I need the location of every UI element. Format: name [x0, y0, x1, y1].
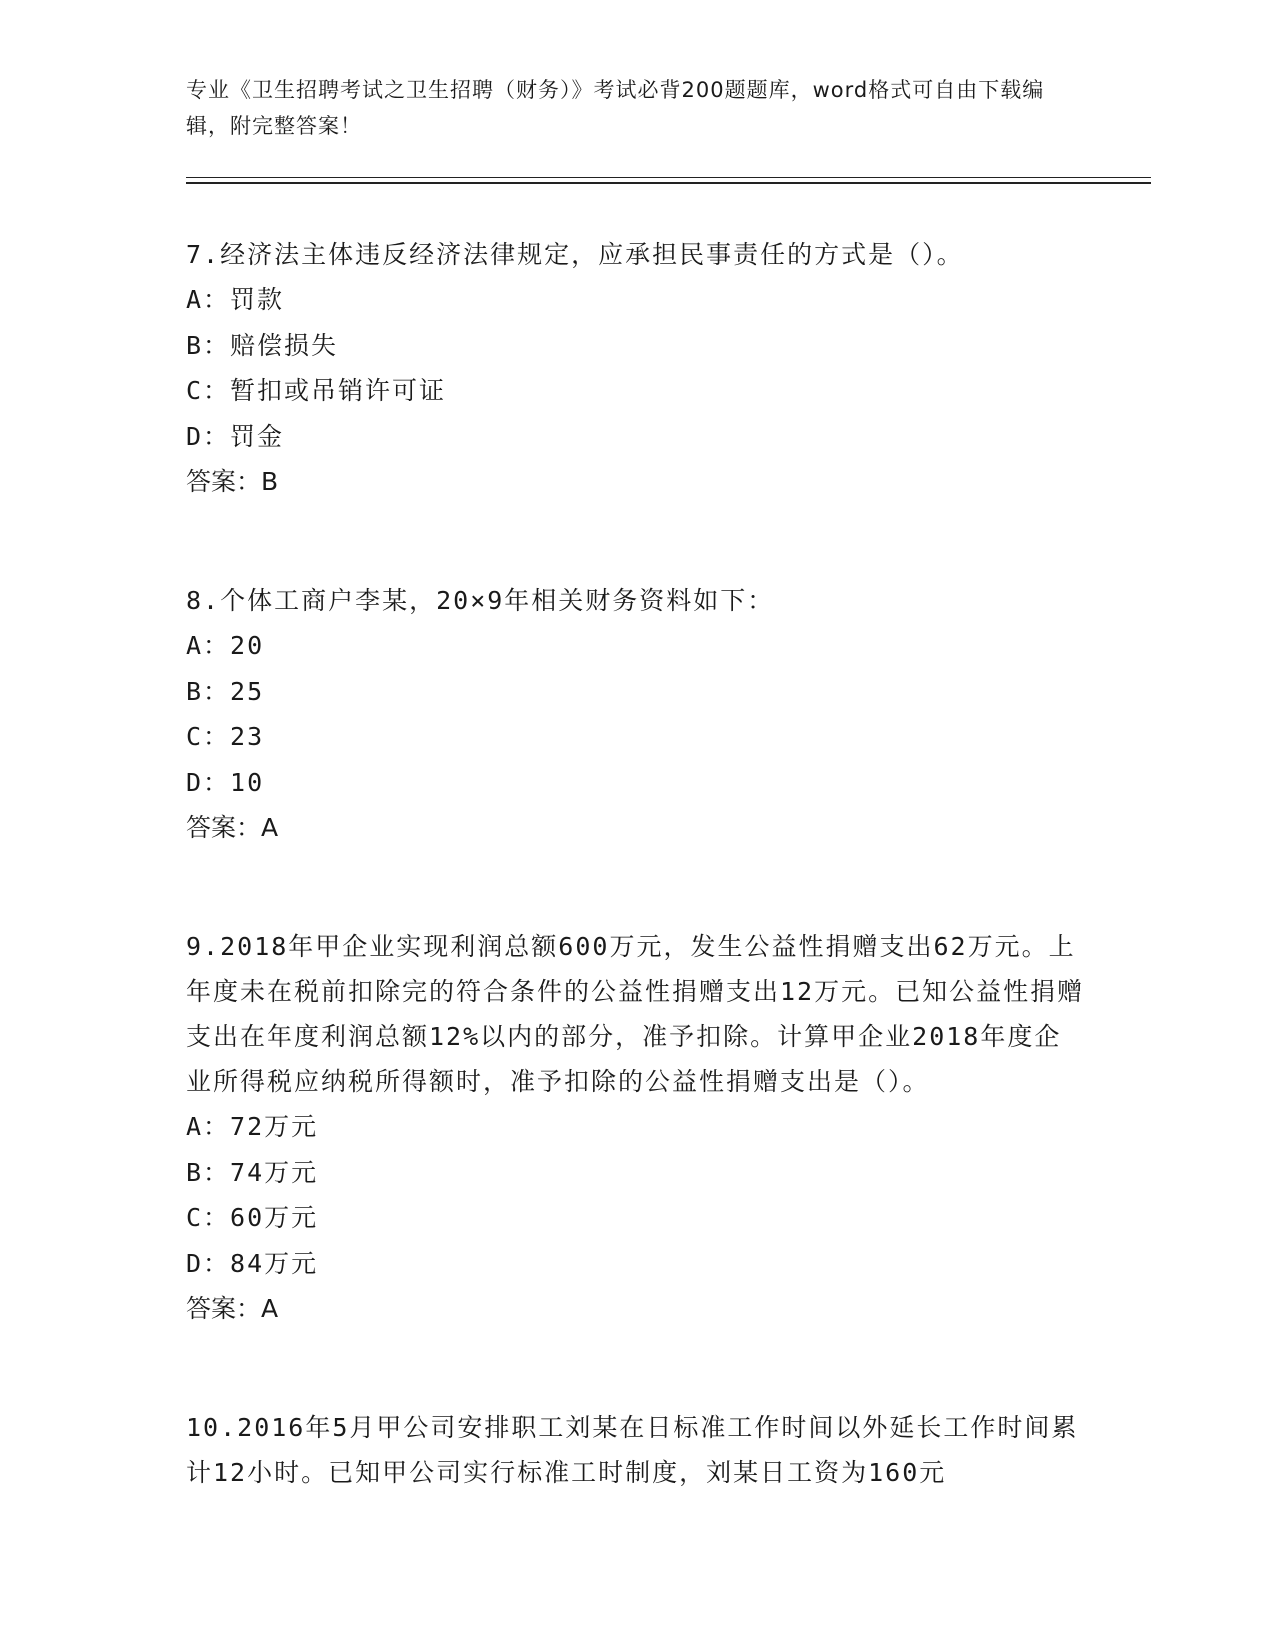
document-header: 专业《卫生招聘考试之卫生招聘（财务）》考试必背200题题库，word格式可自由下载编辑，附完整答案！: [186, 78, 1045, 138]
question-stem: 9.2018年甲企业实现利润总额600万元，发生公益性捐赠支出62万元。上年度未在税前扣除完的符合条件的公益性捐赠支出12万元。已知公益性捐赠支出在年度利润总额12%以内的部分，准予扣除。计算甲企业2018年度企业所得税应纳税所得额时，准予扣除的公益性捐赠支出是（）。: [186, 932, 1085, 1096]
question-8: [186, 578, 1086, 850]
question-9: [186, 924, 1086, 1331]
option-c: C：暂扣或吊销许可证: [186, 376, 447, 405]
option-d: D：10: [186, 767, 265, 797]
question-7: [186, 232, 1086, 504]
option-b: B：赔偿损失: [186, 330, 339, 360]
header-divider-thick: [186, 182, 1151, 184]
option-d: D：罚金: [186, 421, 285, 451]
option-c: C：23: [186, 722, 265, 751]
option-d: D：84万元: [186, 1248, 319, 1278]
answer-line: 答案：A: [186, 813, 279, 842]
question-stem: 8.个体工商户李某，20×9年相关财务资料如下：: [186, 586, 775, 615]
question-stem: 10.2016年5月甲公司安排职工刘某在日标准工作时间以外延长工作时间累计12小时。已知甲公司实行标准工时制度，刘某日工资为160元: [186, 1413, 1079, 1487]
option-b: B：25: [186, 676, 265, 706]
option-a: A：罚款: [186, 285, 285, 314]
answer-line: 答案：A: [186, 1294, 279, 1323]
option-a: A：20: [186, 631, 265, 660]
answer-line: 答案：B: [186, 467, 279, 496]
option-b: B：74万元: [186, 1157, 319, 1187]
question-stem: 7.经济法主体违反经济法律规定，应承担民事责任的方式是（）。: [186, 240, 964, 269]
question-list: [186, 232, 1086, 1495]
option-c: C：60万元: [186, 1203, 319, 1232]
option-a: A：72万元: [186, 1112, 319, 1141]
header-divider-thin: [186, 177, 1151, 178]
question-10: [186, 1405, 1086, 1495]
